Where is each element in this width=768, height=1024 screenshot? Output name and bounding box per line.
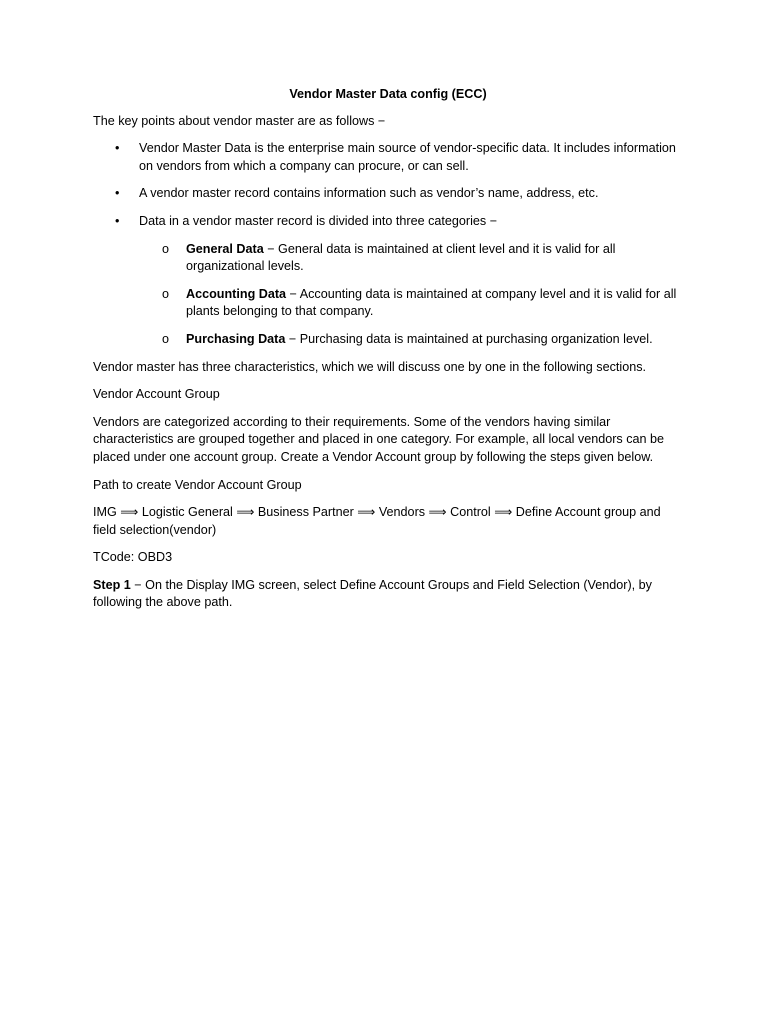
- bullet-text: Data in a vendor master record is divided into three categories −: [139, 213, 498, 228]
- bullet-text: Vendor Master Data is the enterprise main source of vendor-specific data. It includes information on vendors from which a company can procure, or can sell.: [139, 141, 676, 173]
- categories-list: [139, 241, 683, 349]
- sub-item-term: Accounting Data: [186, 286, 287, 301]
- step-text: − On the Display IMG screen, select Define Account Groups and Field Selection (Vendor), by following the above path.: [93, 577, 652, 610]
- sub-list-item: [139, 331, 683, 349]
- sub-item-term: Purchasing Data: [186, 331, 286, 346]
- sub-item-text: − Accounting data is maintained at company level and it is valid for all plants belonging to that company.: [186, 286, 677, 319]
- list-item: [93, 185, 683, 203]
- step-1-paragraph: [93, 577, 683, 612]
- path-heading: Path to create Vendor Account Group: [93, 477, 302, 492]
- sub-bullet-marker: o: [162, 331, 170, 346]
- characteristics-paragraph: Vendor master has three characteristics, which we will discuss one by one in the following sections.: [93, 359, 646, 374]
- list-item: [93, 213, 683, 349]
- document-page: [93, 86, 683, 622]
- sub-item-text: − General data is maintained at client level and it is valid for all organizational levels.: [186, 241, 616, 274]
- sub-bullet-marker: o: [162, 241, 170, 256]
- bullet-marker: •: [115, 186, 120, 201]
- account-group-heading: Vendor Account Group: [93, 387, 220, 402]
- tcode-line: TCode: OBD3: [93, 550, 173, 565]
- intro-paragraph: The key points about vendor master are as follows −: [93, 113, 386, 128]
- bullet-marker: •: [115, 213, 120, 228]
- bullet-marker: •: [115, 141, 120, 156]
- document-title: Vendor Master Data config (ECC): [289, 87, 487, 101]
- sub-bullet-marker: o: [162, 286, 170, 301]
- img-path: IMG ⟹ Logistic General ⟹ Business Partner ⟹ Vendors ⟹ Control ⟹ Define Account group and field selection(vendor): [93, 505, 661, 537]
- sub-item-term: General Data: [186, 241, 264, 256]
- account-group-paragraph: Vendors are categorized according to their requirements. Some of the vendors having similar characteristics are grouped together and placed in one category. For example, all local vendors can be placed under one account group. Create a Vendor Account group by following the steps given below.: [93, 414, 665, 464]
- list-item: [93, 140, 683, 175]
- step-label: Step 1: [93, 577, 131, 592]
- sub-list-item: [139, 286, 683, 321]
- key-points-list: [93, 140, 683, 348]
- bullet-text: A vendor master record contains information such as vendor’s name, address, etc.: [139, 186, 599, 201]
- sub-item-text: − Purchasing data is maintained at purchasing organization level.: [285, 331, 653, 346]
- sub-list-item: [139, 241, 683, 276]
